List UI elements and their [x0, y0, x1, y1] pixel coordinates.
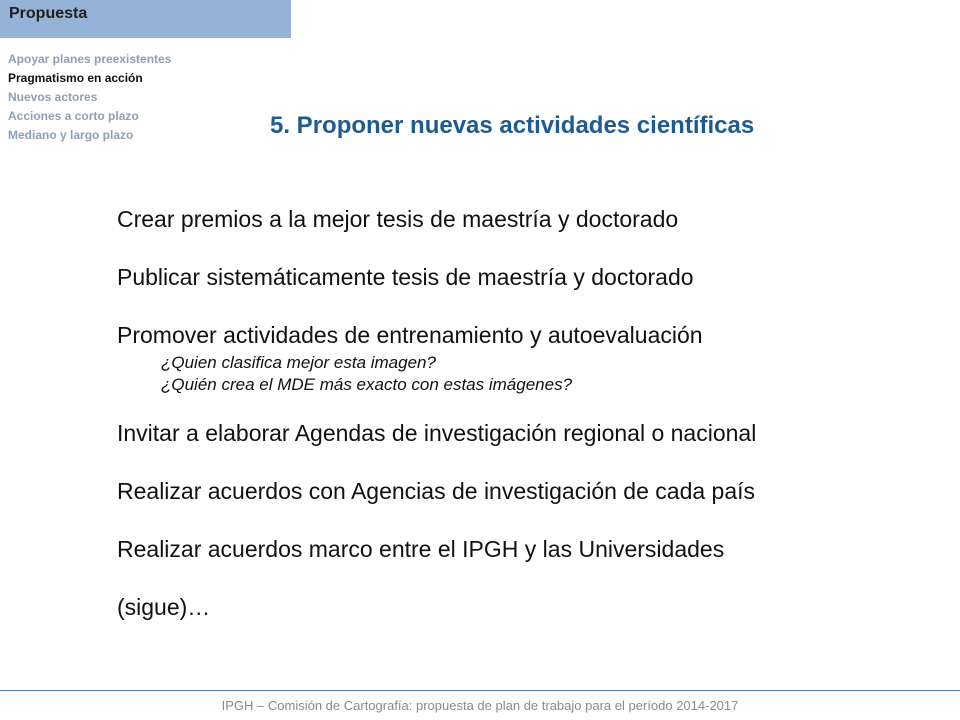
- bullet-invitar: Invitar a elaborar Agendas de investigación regional o nacional: [117, 420, 757, 446]
- footer-divider: [0, 690, 960, 691]
- nav-item-pragmatismo[interactable]: Pragmatismo en acción: [8, 71, 143, 85]
- section-tab: [0, 0, 291, 38]
- bullet-promover: [117, 318, 756, 396]
- footer-text: IPGH – Comisión de Cartografía: propuesta de plan de trabajo para el período 2014-2017: [221, 698, 739, 713]
- nav-item-nuevos-actores[interactable]: Nuevos actores: [8, 90, 98, 104]
- section-tab-label: Propuesta: [9, 5, 88, 22]
- sub-bullet-list: [117, 352, 756, 396]
- bullet-agencias: Realizar acuerdos con Agencias de investigación de cada país: [117, 478, 756, 504]
- bullet-universidades: Realizar acuerdos marco entre el IPGH y las Universidades: [117, 536, 725, 562]
- bullet-publicar: Publicar sistemáticamente tesis de maestría y doctorado: [117, 264, 694, 290]
- bullet-promover-text: Promover actividades de entrenamiento y autoevaluación: [117, 322, 703, 348]
- section-nav: [8, 50, 171, 145]
- nav-item-corto-plazo[interactable]: Acciones a corto plazo: [8, 109, 139, 123]
- sub-bullet-clasifica: ¿Quien clasifica mejor esta imagen?: [161, 353, 436, 372]
- bullet-premios: Crear premios a la mejor tesis de maestría y doctorado: [117, 206, 679, 232]
- sub-bullet-mde: ¿Quién crea el MDE más exacto con estas imágenes?: [161, 375, 573, 394]
- slide-title: 5. Proponer nuevas actividades científicas: [270, 112, 755, 139]
- bullet-list: [117, 202, 756, 624]
- nav-item-apoyar[interactable]: Apoyar planes preexistentes: [8, 52, 172, 66]
- bullet-sigue: (sigue)…: [117, 594, 211, 620]
- nav-item-largo-plazo[interactable]: Mediano y largo plazo: [8, 128, 134, 142]
